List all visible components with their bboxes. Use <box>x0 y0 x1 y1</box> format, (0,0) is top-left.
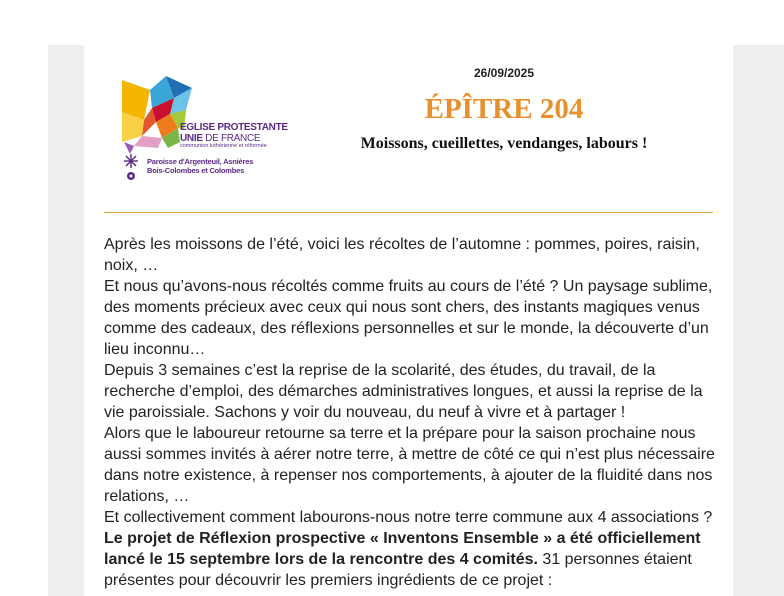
paragraph-4: Alors que le laboureur retourne sa terre et la prépare pour la saison prochaine nous aussi sommes invités à aérer notre terre, à mettre de côté ce qui n’est plus nécessaire dans notre existence, à repenser nos comportements, à ajouter de la fluidité dans nos relations, … <box>104 425 715 505</box>
logo-line-2-bold: UNIE <box>180 132 203 144</box>
logo-line-1: EGLISE PROTESTANTE <box>180 122 288 133</box>
paragraph-5-start: Et collectivement comment labourons-nous notre terre commune aux 4 associations ? <box>104 509 713 526</box>
issue-subtitle: Moissons, cueillettes, vendanges, labours ! <box>360 135 648 152</box>
paragraph-5-end: 31 personnes étaient présentes pour découvrir les premiers ingrédients de ce projet : <box>104 551 692 589</box>
logo-wordmark <box>180 123 288 150</box>
parish-line-1: Paroisse d'Argenteuil, Asnières <box>147 157 254 166</box>
right-gutter <box>733 45 784 596</box>
project-announcement: Le projet de Réflexion prospective « Inventons Ensemble » a été officiellement lancé le 15 septembre lors de la rencontre des 4 comités. <box>104 530 701 568</box>
parish-name <box>147 157 253 175</box>
paragraph-5 <box>104 507 720 591</box>
luther-rose-icon <box>127 172 135 180</box>
huguenot-cross-icon <box>124 154 138 168</box>
logo-line-2-rest: DE FRANCE <box>202 132 261 144</box>
logo-tagline: communion luthérienne et réformée <box>180 143 267 149</box>
paragraph-3: Depuis 3 semaines c’est la reprise de la scolarité, des études, du travail, de la recherche d’emploi, des démarches administratives longues, et aussi la reprise de la vie paroissiale. Sachons y voir du nouveau, du neuf à vivre et à partager ! <box>104 362 703 421</box>
paragraph-2: Et nous qu’avons-nous récoltés comme fruits au cours de l’été ? Un paysage sublime, des moments précieux avec ceux qui nous sont chers, des instants magiques venus comme des cadeaux, des réflexions personnelles et sur le monde, la découverte d’un lieu inconnu… <box>104 278 713 358</box>
parish-icons <box>122 153 142 183</box>
header-divider <box>104 212 713 213</box>
issue-date: 26/09/2025 <box>473 66 535 80</box>
paragraph-1: Après les moissons de l’été, voici les récoltes de l’automne : pommes, poires, raisin, noix, … <box>104 236 700 274</box>
left-gutter <box>48 45 84 596</box>
article-body <box>104 234 720 591</box>
parish-line-2: Bois-Colombes et Colombes <box>147 166 245 175</box>
issue-title: ÉPÎTRE 204 <box>424 93 584 125</box>
